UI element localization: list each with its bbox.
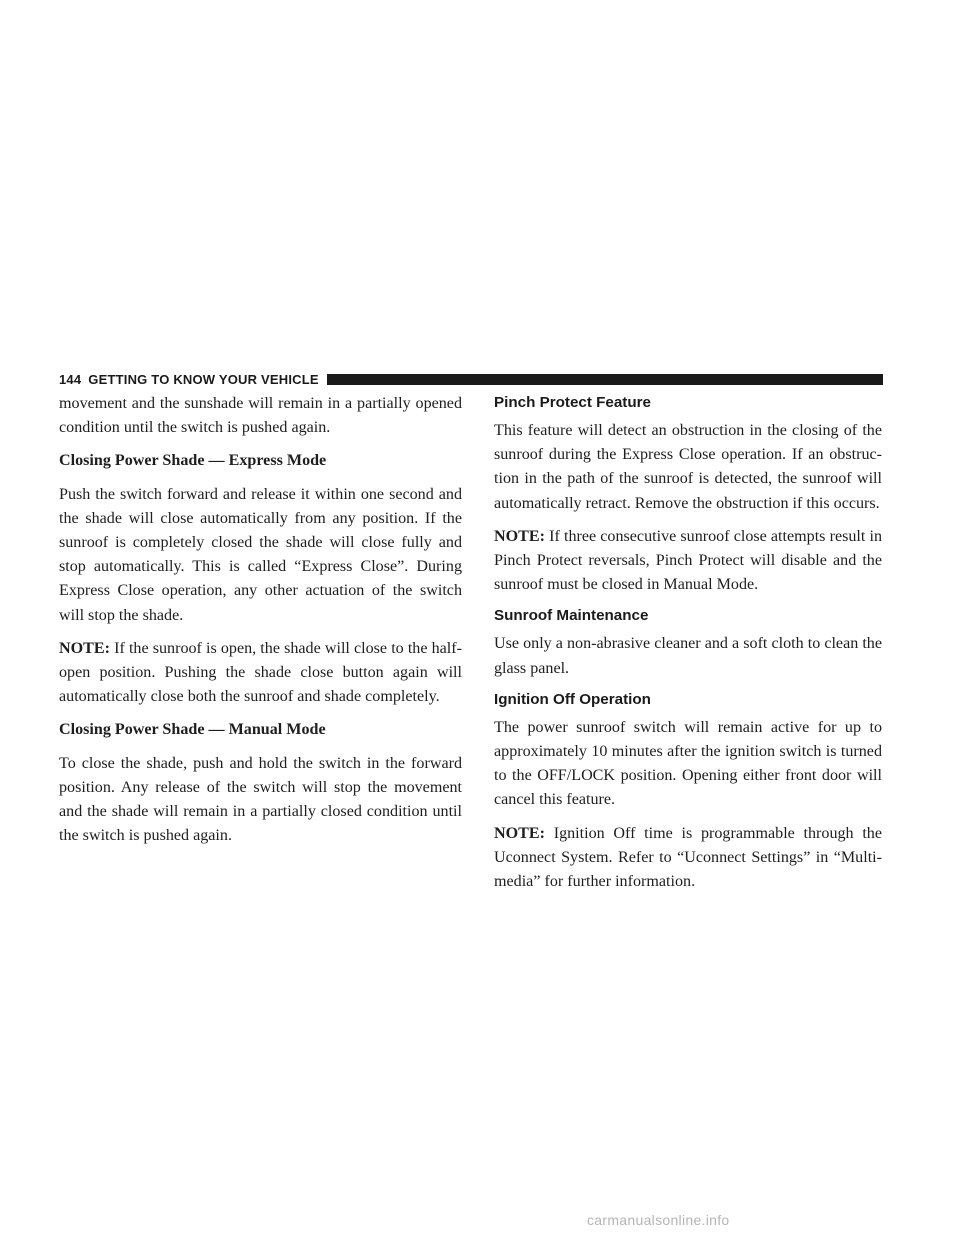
note-label: NOTE: <box>494 527 545 545</box>
paragraph-manual-mode: To close the shade, push and hold the switch in the forward position. Any release of the switch will stop the movement and the shade will remain in a partially closed condition until the switch is pushed again. <box>59 754 462 845</box>
note-text: If three consecutive sunroof close attempts result in Pinch Protect reversals, Pinch Protect will disable and the sunroof must be closed in Manual Mode. <box>494 527 882 594</box>
section-title: GETTING TO KNOW YOUR VEHICLE <box>88 371 319 387</box>
paragraph-ignition-off: The power sunroof switch will remain active for up to approximately 10 minutes after the ignition switch is turned to the OFF/LOCK position. Opening either front door will cancel this feature. <box>494 718 882 809</box>
heading-pinch-protect: Pinch Protect Feature <box>494 394 651 411</box>
note-half-open <box>59 637 462 710</box>
heading-ignition-off: Ignition Off Operation <box>494 690 651 708</box>
left-column <box>59 392 462 857</box>
note-ignition-off <box>494 822 882 895</box>
subheading-manual-mode: Closing Power Shade — Manual Mode <box>59 721 326 739</box>
header-rule <box>327 374 883 385</box>
note-label: NOTE: <box>59 639 110 657</box>
note-text: If the sunroof is open, the shade will close to the half-open position. Pushing the shade close button again will automatically close both the sunroof and shade completely. <box>59 639 462 706</box>
note-label: NOTE: <box>494 824 545 842</box>
heading-sunroof-maintenance: Sunroof Maintenance <box>494 607 649 625</box>
page-number: 144 <box>59 371 82 387</box>
paragraph-continued: movement and the sunshade will remain in a partially opened condition until the switch is pushed again. <box>59 395 462 437</box>
paragraph-sunroof-maintenance: Use only a non-abrasive cleaner and a soft cloth to clean the glass panel. <box>494 635 882 677</box>
paragraph-pinch-protect: This feature will detect an obstruction in the closing of the sunroof during the Express Close operation. If an obstruction in the path of the sunroof is detected, the sunroof will automatically retract. Remove the obstruction if this occurs. <box>494 422 882 512</box>
right-column <box>494 392 882 903</box>
paragraph-express-mode: Push the switch forward and release it within one second and the shade will close automatically from any position. If the sunroof is completely closed the shade will close fully and stop automatically. This is called “Express Close”. During Express Close operation, any other actuation of the switch will stop the shade. <box>59 485 462 624</box>
subheading-express-mode: Closing Power Shade — Express Mode <box>59 452 327 470</box>
page-header <box>59 370 883 388</box>
watermark: carmanualsonline.info <box>587 1212 730 1228</box>
note-text: Ignition Off time is programmable through the Uconnect System. Refer to “Uconnect Settings” in “Multimedia” for further information. <box>494 824 882 891</box>
note-pinch-protect <box>494 525 882 598</box>
